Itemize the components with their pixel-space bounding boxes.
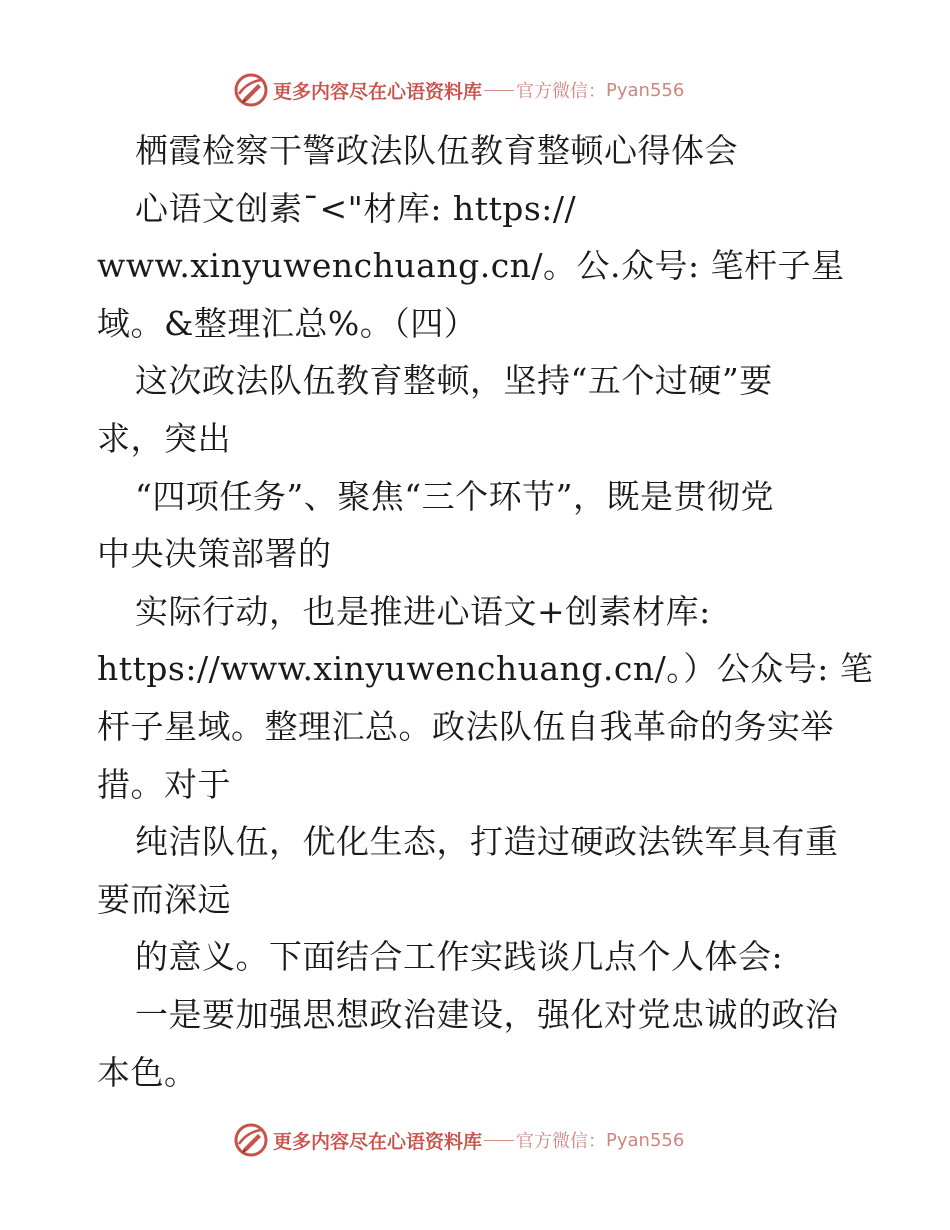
banner-dash (484, 1140, 514, 1141)
text-line: 措。对于 (97, 764, 231, 804)
banner-brand-text: 更多内容尽在心语资料库 (273, 1130, 483, 1153)
text-line: www.xinyuwenchuang.cn/。公.众号: 笔杆子星 (97, 246, 845, 286)
text-line: 要而深远 (97, 879, 231, 919)
banner-brand-text: 更多内容尽在心语资料库 (273, 80, 483, 103)
document-title: 栖霞检察干警政法队伍教育整顿心得体会 (135, 131, 738, 170)
text-line: “四项任务”、聚焦“三个环节”，既是贯彻党 (135, 476, 774, 516)
text-line: 杆子星域。整理汇总。政法队伍自我革命的务实举 (97, 706, 834, 746)
banner-wechat-label: 官方微信： (516, 1131, 607, 1152)
text-line: 中央决策部署的 (97, 534, 332, 574)
text-line: 本色。 (97, 1052, 198, 1092)
header-watermark (233, 70, 684, 110)
text-line: 的意义。下面结合工作实践谈几点个人体会: (135, 937, 784, 977)
text-line: 实际行动，也是推进心语文+创素材库: (135, 591, 711, 631)
pen-logo-icon (233, 1122, 269, 1158)
pen-logo-icon (233, 72, 269, 108)
document-body (97, 122, 874, 1101)
footer-watermark (233, 1120, 684, 1160)
banner-wechat-id: Pyan556 (606, 79, 685, 101)
banner-wechat-id: Pyan556 (606, 1129, 685, 1151)
text-line: 求，突出 (97, 418, 231, 458)
text-line: 这次政法队伍教育整顿，坚持“五个过硬”要 (135, 361, 773, 401)
text-line: 心语文创素¯<"材库: https:// (135, 188, 577, 228)
text-line: 一是要加强思想政治建设，强化对党忠诚的政治 (135, 994, 839, 1034)
text-line: 纯洁队伍，优化生态，打造过硬政法铁军具有重 (135, 822, 839, 862)
text-line: https://www.xinyuwenchuang.cn/。）公众号: 笔 (97, 649, 874, 689)
text-line: 域。&整理汇总%。（四） (97, 303, 478, 343)
banner-dash (484, 90, 514, 91)
banner-wechat-label: 官方微信： (516, 81, 607, 102)
